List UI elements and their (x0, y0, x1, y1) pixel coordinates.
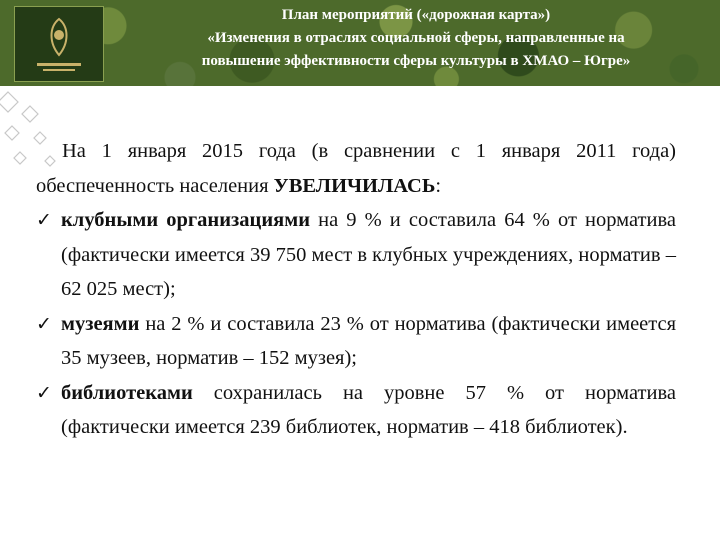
header-title-line: План мероприятий («дорожная карта») (281, 7, 551, 23)
header-banner (0, 0, 720, 86)
header-title (120, 4, 712, 73)
main-text (36, 134, 676, 445)
list-item-text: сохранилась на уровне 57 % от норматива (фактически имеется 239 библиотек, норматив – 418 библиотек). (61, 381, 676, 438)
list-item-text: на 9 % и составила 64 % от норматива (фактически имеется 39 750 мест в клубных учреждениях, норматив – 62 025 мест); (61, 209, 676, 300)
list-item (36, 203, 676, 307)
intro-text: На 1 января 2015 года (в сравнении с 1 января 2011 года) обеспеченность населения (36, 140, 676, 197)
logo-emblem-icon (15, 7, 103, 81)
intro-emphasis: УВЕЛИЧИЛАСЬ (273, 174, 436, 197)
list-item (36, 307, 676, 376)
list-item-bold: библиотеками (61, 381, 193, 404)
list-item-bold: музеями (61, 312, 140, 335)
header-title-line: «Изменения в отраслях социальной сферы, направленные на (207, 30, 625, 46)
list-item (36, 376, 676, 445)
list-item-text: на 2 % и составила 23 % от норматива (фактически имеется 35 музеев, норматив – 152 музея); (61, 312, 676, 369)
intro-end: : (435, 174, 442, 197)
checkmark-icon: ✓ (36, 381, 52, 404)
intro-paragraph (36, 134, 676, 203)
checkmark-icon: ✓ (36, 312, 52, 335)
header-title-line: повышение эффективности сферы культуры в ХМАО – Югре» (201, 53, 631, 69)
checkmark-icon: ✓ (36, 209, 52, 231)
logo (14, 6, 104, 82)
list-item-bold: клубными организациями (61, 209, 311, 231)
